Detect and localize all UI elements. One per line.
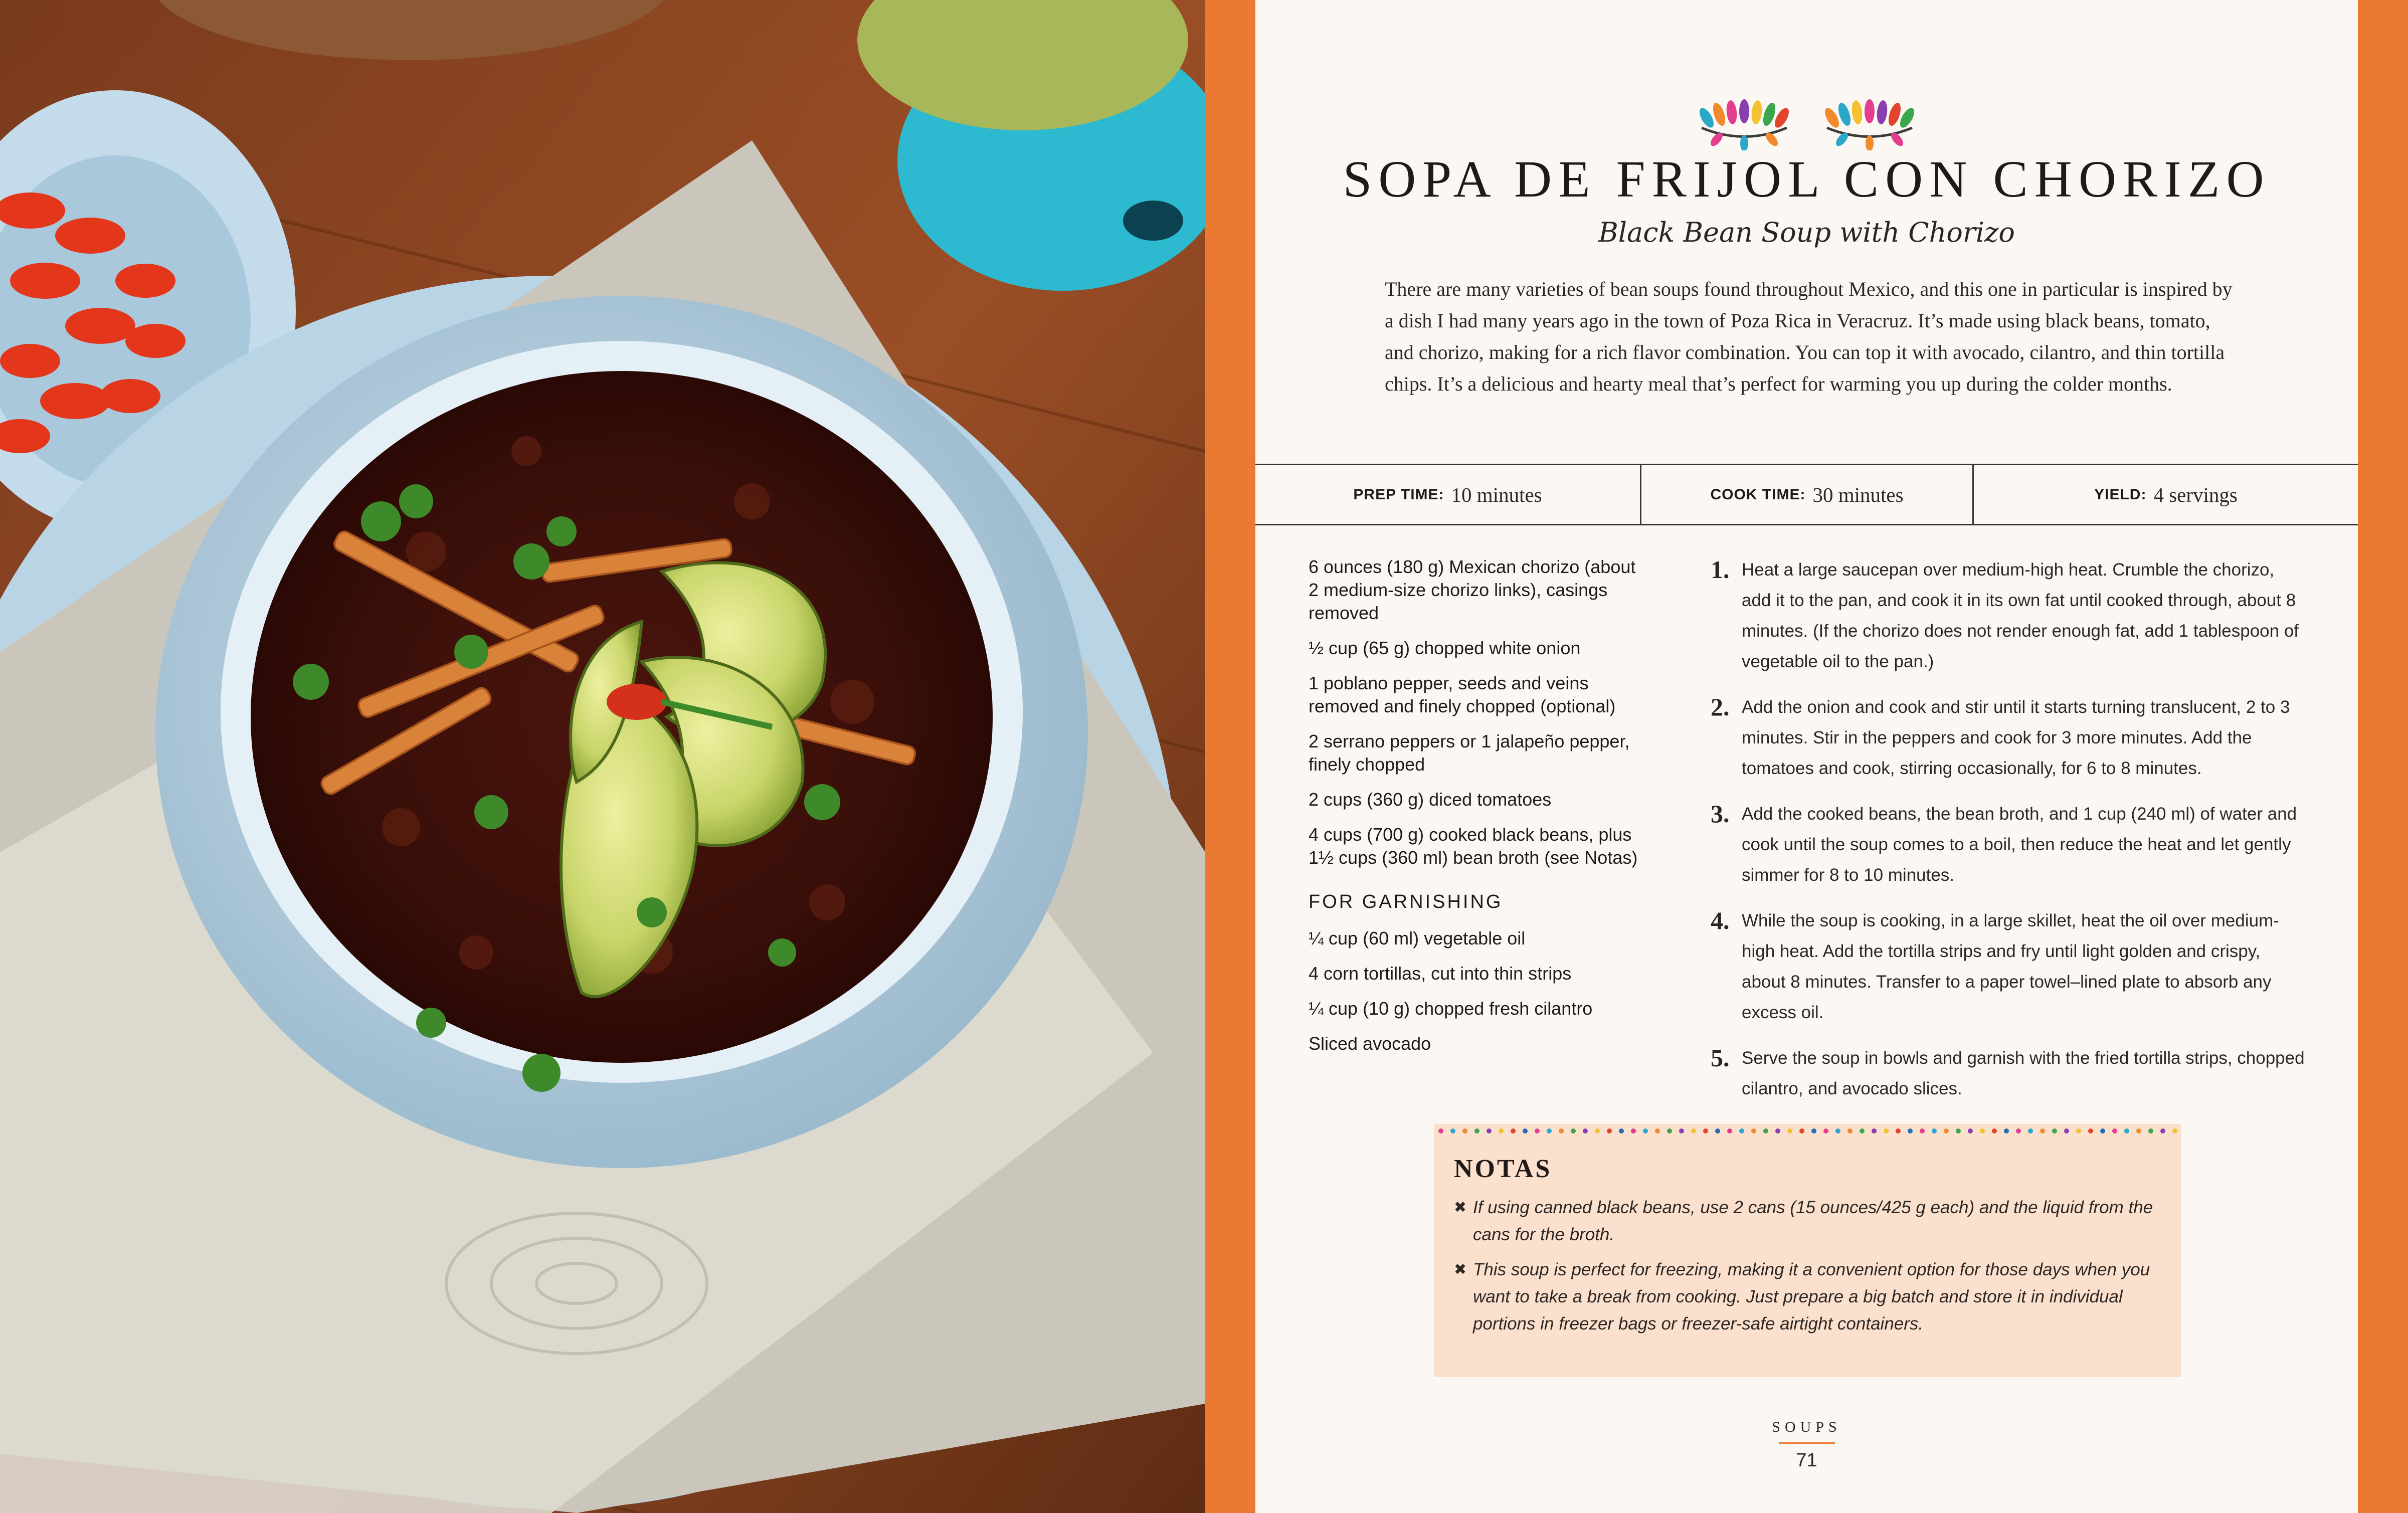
yield-value: 4 servings	[2153, 483, 2238, 506]
border-dot	[2160, 1128, 2165, 1133]
border-dot	[1956, 1128, 1961, 1133]
note-text: This soup is perfect for freezing, making it a convenient option for those days when you want to take a break from cooking. Just prepare a big batch and store it in individual portions in freezer bags or freezer-safe airtight containers.	[1473, 1260, 2150, 1334]
border-dot	[2064, 1128, 2069, 1133]
border-dot	[1775, 1128, 1780, 1133]
border-dot	[1559, 1128, 1564, 1133]
step-number: 4.	[1711, 906, 1730, 934]
cook-time-label: COOK TIME:	[1710, 486, 1806, 503]
border-dot	[1739, 1128, 1744, 1133]
garnish-heading: FOR GARNISHING	[1309, 891, 1503, 912]
floral-ornament-icon	[1255, 95, 2358, 150]
border-dot	[1631, 1128, 1636, 1133]
border-dot	[1884, 1128, 1889, 1133]
border-dot	[2112, 1128, 2117, 1133]
prep-time-value: 10 minutes	[1451, 483, 1542, 506]
ingredient-item: 1 poblano pepper, seeds and veins removed and finely chopped (optional)	[1309, 673, 1616, 716]
border-dot	[1872, 1128, 1877, 1133]
border-dot	[1607, 1128, 1612, 1133]
step-text: Heat a large saucepan over medium-high heat. Crumble the chorizo, add it to the pan, and cook it in its own fat until cooked through, about 8 minutes. (If the chorizo does not render enough fat, add 1 tablespoon of vegetable oil to the pan.)	[1742, 560, 2299, 671]
border-dot	[2124, 1128, 2129, 1133]
border-dot	[2100, 1128, 2105, 1133]
orange-border-left	[1205, 0, 1255, 1513]
notas-title: NOTAS	[1454, 1155, 1552, 1183]
garnish-item: 4 corn tortillas, cut into thin strips	[1309, 963, 1572, 984]
border-dot	[1595, 1128, 1600, 1133]
recipe-meta-bar	[1255, 464, 2358, 525]
notas-list	[1454, 1194, 2156, 1346]
border-dot	[1571, 1128, 1576, 1133]
border-dot	[1835, 1128, 1840, 1133]
step-item	[1711, 799, 2307, 890]
border-dot	[1547, 1128, 1552, 1133]
border-dot	[2076, 1128, 2081, 1133]
x-bullet-icon: ✖	[1454, 1261, 1467, 1278]
border-dot	[1511, 1128, 1516, 1133]
step-text: Add the onion and cook and stir until it starts turning translucent, 2 to 3 minutes. Stir in the peppers and cook for 3 more minutes. Add the tomatoes and cook, stirring occasionally, for 6 to 8 minutes.	[1742, 697, 2290, 778]
border-dot	[2172, 1128, 2177, 1133]
cook-time	[1641, 465, 1974, 524]
recipe-title: SOPA DE FRIJOL CON CHORIZO	[1343, 150, 2271, 208]
step-item	[1711, 554, 2307, 677]
recipe-page	[1255, 0, 2358, 1513]
border-dot	[1787, 1128, 1792, 1133]
x-bullet-icon: ✖	[1454, 1199, 1467, 1216]
border-dot	[1715, 1128, 1720, 1133]
method-steps	[1711, 554, 2307, 1119]
page-number: 71	[1796, 1450, 1817, 1471]
border-dot	[2136, 1128, 2141, 1133]
border-dot	[2004, 1128, 2009, 1133]
recipe-intro: There are many varieties of bean soups found throughout Mexico, and this one in particular is inspired by a dish I had many years ago in the town of Poza Rica in Veracruz. It’s made using black beans, tomato, and chorizo, making for a rich flavor combination. You can top it with avocado, cilantro, and thin tortilla chips. It’s a delicious and hearty meal that’s perfect for warming you up during the colder months.	[1385, 278, 2233, 395]
step-number: 5.	[1711, 1044, 1730, 1072]
dotted-border-icon	[1434, 1124, 2181, 1138]
border-dot	[2016, 1128, 2021, 1133]
garnish-item: ¼ cup (10 g) chopped fresh cilantro	[1309, 998, 1593, 1019]
border-dot	[1703, 1128, 1708, 1133]
garnish-item: Sliced avocado	[1309, 1033, 1431, 1054]
note-item	[1454, 1256, 2156, 1338]
border-dot	[1944, 1128, 1949, 1133]
border-dot	[1727, 1128, 1732, 1133]
border-dot	[1450, 1128, 1455, 1133]
border-dot	[1896, 1128, 1901, 1133]
step-text: While the soup is cooking, in a large skillet, heat the oil over medium-high heat. Add the tortilla strips and fry until light golden and crispy, about 8 minutes. Transfer to a paper towel–lined plate to absorb any excess oil.	[1742, 911, 2279, 1022]
step-item	[1711, 905, 2307, 1028]
section-label: SOUPS	[1772, 1419, 1841, 1435]
border-dot	[1583, 1128, 1588, 1133]
prep-time	[1255, 465, 1641, 524]
notas-box	[1434, 1124, 2181, 1377]
border-dot	[1462, 1128, 1467, 1133]
step-item	[1711, 692, 2307, 784]
border-dot	[1679, 1128, 1684, 1133]
border-dot	[1691, 1128, 1696, 1133]
step-number: 3.	[1711, 800, 1730, 828]
border-dot	[1643, 1128, 1648, 1133]
border-dot	[2148, 1128, 2153, 1133]
note-text: If using canned black beans, use 2 cans (15 ounces/425 g each) and the liquid from the cans for the broth.	[1473, 1198, 2153, 1244]
border-dot	[1847, 1128, 1853, 1133]
note-item	[1454, 1194, 2156, 1248]
border-dot	[1763, 1128, 1768, 1133]
step-number: 2.	[1711, 693, 1730, 721]
yield	[1974, 465, 2358, 524]
prep-time-label: PREP TIME:	[1353, 486, 1444, 503]
border-dot	[1499, 1128, 1504, 1133]
border-dot	[1992, 1128, 1997, 1133]
cook-time-value: 30 minutes	[1812, 483, 1904, 506]
step-item	[1711, 1043, 2307, 1104]
border-dot	[1860, 1128, 1865, 1133]
ingredient-list	[1309, 555, 1649, 1067]
border-dot	[1667, 1128, 1672, 1133]
ingredient-item: 4 cups (700 g) cooked black beans, plus 1½ cups (360 ml) bean broth (see Notas)	[1309, 824, 1638, 868]
ingredient-item: 2 cups (360 g) diced tomatoes	[1309, 789, 1552, 810]
step-text: Serve the soup in bowls and garnish with the fried tortilla strips, chopped cilantro, and avocado slices.	[1742, 1048, 2305, 1098]
border-dot	[1823, 1128, 1828, 1133]
border-dot	[2040, 1128, 2045, 1133]
ingredient-item: 6 ounces (180 g) Mexican chorizo (about 2 medium-size chorizo links), casings removed	[1309, 556, 1636, 623]
border-dot	[1908, 1128, 1913, 1133]
border-dot	[1751, 1128, 1756, 1133]
border-dot	[1811, 1128, 1816, 1133]
step-text: Add the cooked beans, the bean broth, and 1 cup (240 ml) of water and cook until the soup comes to a boil, then reduce the heat and let gently simmer for 8 to 10 minutes.	[1742, 804, 2297, 885]
garnish-item: ¼ cup (60 ml) vegetable oil	[1309, 928, 1526, 949]
border-dot	[1535, 1128, 1540, 1133]
border-dot	[2052, 1128, 2057, 1133]
border-dot	[1932, 1128, 1937, 1133]
border-dot	[1920, 1128, 1925, 1133]
border-dot	[1799, 1128, 1804, 1133]
step-number: 1.	[1711, 555, 1730, 584]
border-dot	[1619, 1128, 1624, 1133]
border-dot	[1980, 1128, 1985, 1133]
orange-border-right	[2358, 0, 2408, 1513]
border-dot	[1968, 1128, 1973, 1133]
section-rule	[1779, 1442, 1835, 1444]
border-dot	[1523, 1128, 1528, 1133]
border-dot	[1438, 1128, 1443, 1133]
yield-label: YIELD:	[2094, 486, 2147, 503]
border-dot	[2028, 1128, 2033, 1133]
recipe-subtitle: Black Bean Soup with Chorizo	[1598, 217, 2015, 248]
ingredient-item: 2 serrano peppers or 1 jalapeño pepper, finely chopped	[1309, 731, 1630, 775]
border-dot	[1655, 1128, 1660, 1133]
border-dot	[2088, 1128, 2093, 1133]
border-dot	[1474, 1128, 1479, 1133]
border-dot	[1487, 1128, 1492, 1133]
ingredient-item: ½ cup (65 g) chopped white onion	[1309, 638, 1581, 658]
